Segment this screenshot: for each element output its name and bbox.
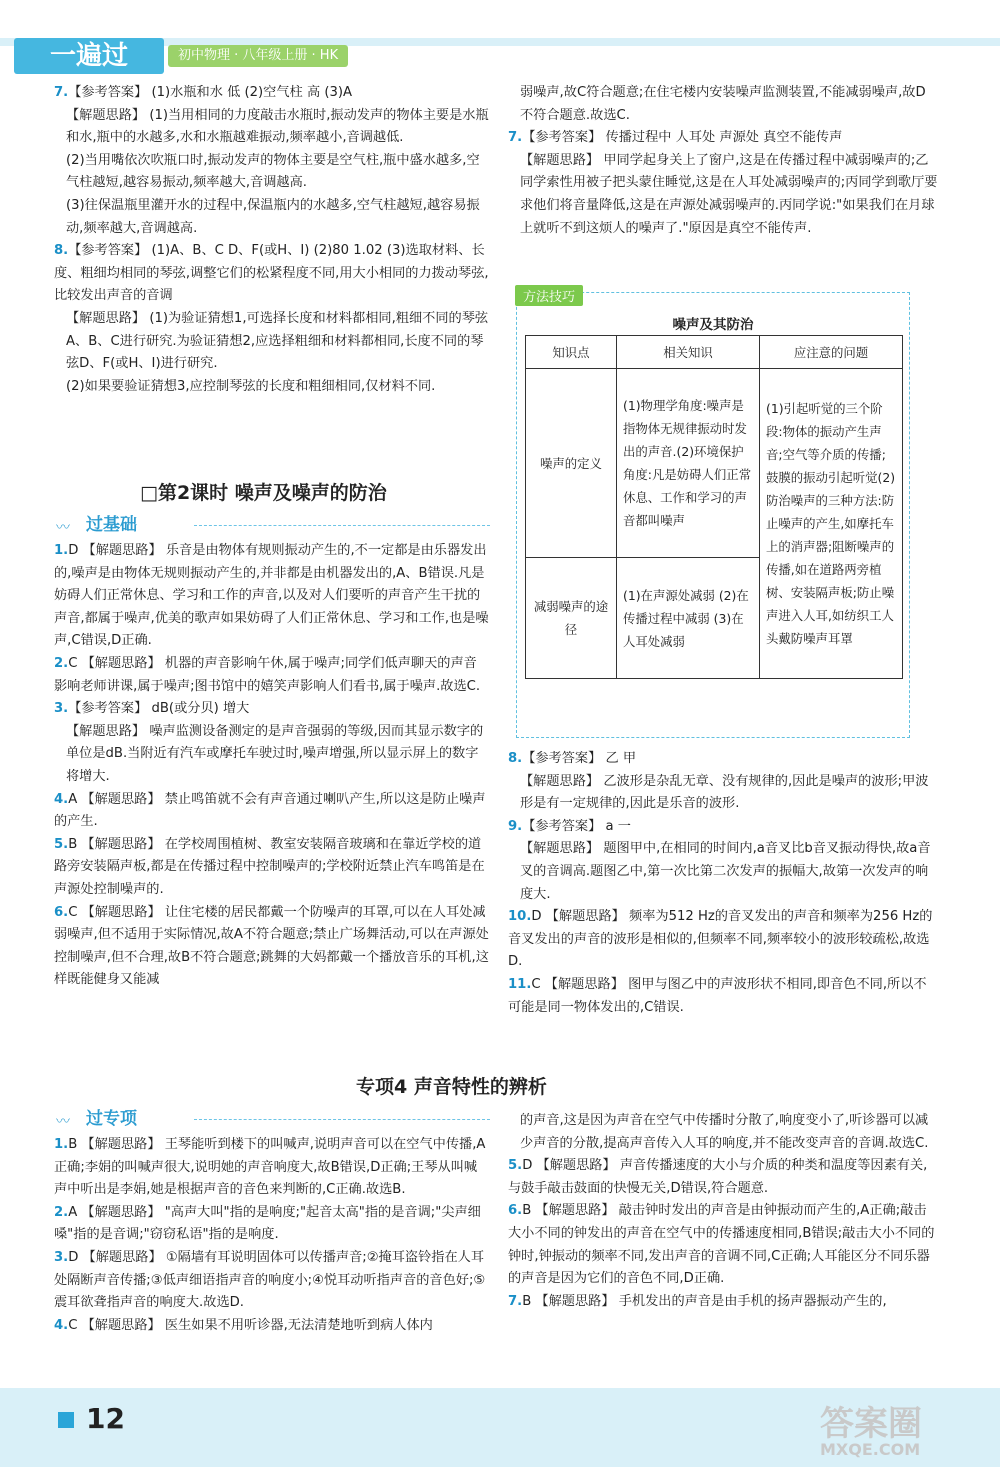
answer-paragraph	[54, 1315, 490, 1338]
answer-text: 弱噪声,故C符合题意;在住宅楼内安装噪声监测装置,不能减弱噪声,故D不符合题意.故选C.	[520, 85, 926, 123]
table-cell: (1)引起听觉的三个阶段:物体的振动产生声音;空气等介质的传播;鼓膜的振动引起听觉(2)防治噪声的三种方法:防止噪声的产生,如摩托车上的消声器;阻断噪声的传播,如在道路两旁植树、安装隔声板;防止噪声进入人耳,如纺织工人头戴防噪声耳罩	[760, 369, 903, 679]
topic-band-label: 过专项	[86, 1109, 137, 1129]
table-header: 应注意的问题	[760, 336, 903, 369]
question-number: 4.	[54, 1317, 69, 1333]
answer-text: 【参考答案】 传播过程中 人耳处 声源处 真空不能传声	[522, 130, 843, 146]
answer-text: C 【解题思路】 医生如果不用听诊器,无法清楚地听到病人体内	[68, 1317, 433, 1333]
answer-paragraph	[54, 376, 490, 399]
answer-paragraph	[508, 1110, 938, 1155]
question-number: 7.	[508, 1293, 523, 1309]
answer-paragraph	[54, 540, 490, 653]
watermark: 答案圈	[820, 1404, 922, 1444]
question-number: 1.	[54, 1137, 69, 1152]
page-header	[0, 0, 1000, 72]
question-number: 6.	[54, 904, 69, 920]
question-number: 5.	[54, 836, 69, 852]
question-number: 3.	[54, 701, 69, 717]
answer-paragraph	[54, 195, 490, 240]
answer-text: 【参考答案】 (1)水瓶和水 低 (2)空气柱 高 (3)A	[68, 85, 353, 100]
band-divider	[194, 1119, 490, 1120]
question-number: 1.	[54, 543, 69, 558]
topic-right-column	[508, 1110, 938, 1385]
answer-paragraph	[54, 902, 490, 992]
answer-paragraph	[54, 653, 490, 698]
answer-paragraph	[508, 1155, 938, 1200]
brand-logo: 一遍过	[14, 38, 164, 74]
answer-text: (2)当用嘴依次吹瓶口时,振动发声的物体主要是空气柱,瓶中盛水越多,空气柱越短,越容易振动,频率越大,音调越高.	[66, 152, 480, 191]
question-number: 11.	[508, 976, 532, 992]
topic-band	[56, 1108, 490, 1130]
right-lower-column	[508, 748, 938, 1038]
table-header-row	[526, 336, 903, 369]
answer-text: 【解题思路】 (1)为验证猜想1,可选择长度和材料都相同,粗细不同的琴弦A、B、C进行研究.为验证猜想2,应选择粗细和材料都相同,长度不同的琴弦D、F(或H、I)进行研究.	[66, 310, 489, 372]
answer-paragraph	[54, 789, 490, 834]
table-cell: (1)在声源处减弱 (2)在传播过程中减弱 (3)在人耳处减弱	[617, 558, 760, 679]
answer-text: 【解题思路】 乙波形是杂乱无章、没有规律的,因此是噪声的波形;甲波形是有一定规律的,因此是乐音的波形.	[520, 773, 929, 812]
answer-text: 【解题思路】 甲同学起身关上了窗户,这是在传播过程中减弱噪声的;乙同学索性用被子把头蒙住睡觉,这是在人耳处减弱噪声的;丙同学到歌厅要求他们将音量降低,这是在声源处减弱噪声的.丙同学说:"如果我们在月球上就听不到这烦人的噪声了."原因是真空不能传声.	[520, 152, 938, 236]
question-number: 7.	[54, 85, 69, 100]
answer-paragraph	[508, 906, 938, 974]
answer-text: D 【解题思路】 频率为512 Hz的音叉发出的声音和频率为256 Hz的音叉发出的声音的波形是相似的,但频率不同,频率较小的波形较疏松,故选D.	[508, 909, 933, 970]
lesson2-title-text: 第2课时 噪声及噪声的防治	[157, 482, 387, 504]
question-number: 8.	[54, 243, 69, 259]
answer-text: D 【解题思路】 ①隔墙有耳说明固体可以传播声音;②掩耳盗铃指在人耳处隔断声音传播;③低声细语指声音的响度小;④悦耳动听指声音的音色好;⑤震耳欲聋指声音的响度大.故选D.	[54, 1249, 486, 1311]
table-header: 知识点	[526, 336, 617, 369]
answer-text: 【参考答案】 a 一	[522, 818, 631, 834]
lesson2-title	[140, 478, 387, 505]
answer-paragraph	[508, 1291, 938, 1314]
answer-paragraph	[508, 82, 938, 127]
page-number: 12	[86, 1402, 125, 1435]
answer-paragraph	[508, 816, 938, 839]
answer-paragraph	[508, 771, 938, 816]
question-number: 8.	[508, 751, 523, 766]
band-divider	[194, 525, 490, 526]
table-row	[526, 369, 903, 558]
answer-paragraph	[54, 308, 490, 376]
question-number: 7.	[508, 130, 523, 146]
question-number: 4.	[54, 791, 69, 807]
left-upper-column	[54, 82, 490, 487]
answer-paragraph	[54, 1202, 490, 1247]
answer-text: B 【解题思路】 王琴能听到楼下的叫喊声,说明声音可以在空气中传播,A正确;李娟的叫喊声很大,说明她的声音响度大,故B错误,D正确;王琴从叫喊声中听出是李娟,她是根据声音的音色来判断的,C正确.故选B.	[54, 1137, 486, 1198]
answer-paragraph	[508, 748, 938, 771]
topic-left-column	[54, 1134, 490, 1384]
table-cell: (1)物理学角度:噪声是指物体无规律振动时发出的声音.(2)环境保护角度:凡是妨碍人们正常休息、工作和学习的声音都叫噪声	[617, 369, 760, 558]
checkbox-icon: □	[140, 482, 158, 504]
method-box	[516, 292, 910, 738]
answer-text: C 【解题思路】 图甲与图乙中的声波形状不相同,即音色不同,所以不可能是同一物体发出的,C错误.	[508, 976, 927, 1015]
answer-text: B 【解题思路】 敲击钟时发出的声音是由钟振动而产生的,A正确;敲击大小不同的钟发出的声音在空气中的传播速度相同,B错误;敲击大小不同的钟时,钟振动的频率不同,发出声音的音调不同,C正确;人耳能区分不同乐器的声音是因为它们的音色不同,D正确.	[508, 1203, 935, 1287]
page-footer	[0, 1388, 1000, 1467]
basics-column	[54, 540, 490, 1070]
basics-band	[56, 514, 490, 536]
table-cell: 噪声的定义	[526, 369, 617, 558]
answer-paragraph	[54, 150, 490, 195]
right-upper-column	[508, 82, 938, 282]
wave-icon: 〰	[56, 1114, 70, 1130]
answer-text: 的声音,这是因为声音在空气中传播时分散了,响度变小了,听诊器可以减少声音的分散,提高声音传入人耳的响度,并不能改变声音的音调.故选C.	[520, 1113, 929, 1151]
book-tag: 初中物理 · 八年级上册 · HK	[168, 45, 348, 67]
answer-paragraph	[54, 82, 490, 105]
answer-paragraph	[508, 974, 938, 1019]
answer-paragraph	[54, 105, 490, 150]
answer-paragraph	[54, 834, 490, 902]
question-number: 9.	[508, 818, 523, 834]
answer-text: D 【解题思路】 声音传播速度的大小与介质的种类和温度等因素有关,与鼓手敲击鼓面的快慢无关,D错误,符合题意.	[508, 1158, 928, 1196]
answer-paragraph	[508, 150, 938, 240]
answer-paragraph	[508, 1200, 938, 1290]
answer-paragraph	[54, 1247, 490, 1315]
answer-text: 【解题思路】 噪声监测设备测定的是声音强弱的等级,因而其显示数字的单位是dB.当附近有汽车或摩托车驶过时,噪声增强,所以显示屏上的数字将增大.	[66, 723, 484, 784]
answer-text: 【参考答案】 (1)A、B、C D、F(或H、I) (2)80 1.02 (3)选取材料、长度、粗细均相同的琴弦,调整它们的松紧程度不同,用大小相同的力拨动琴弦,比较发出声音的音调	[54, 243, 489, 304]
method-table	[525, 335, 903, 679]
question-number: 10.	[508, 909, 532, 925]
answer-text: 【参考答案】 乙 甲	[522, 751, 637, 766]
answer-paragraph	[54, 240, 490, 308]
answer-paragraph	[508, 127, 938, 150]
answer-text: (3)往保温瓶里灌开水的过程中,保温瓶内的水越多,空气柱越短,越容易振动,频率越大,音调越高.	[66, 197, 480, 236]
answer-text: D 【解题思路】 乐音是由物体有规则振动产生的,不一定都是由乐器发出的,噪声是由物体无规则振动产生的,并非都是由机器发出的,A、B错误.凡是妨碍人们正常休息、学习和工作的声音,以及对人们要听的声音产生干扰的声音,都属于噪声,优美的歌声如果妨碍了人们正常休息、学习和工作,也是噪声,C错误,D正确.	[54, 543, 489, 649]
method-tag: 方法技巧	[515, 285, 583, 306]
answer-paragraph	[54, 1134, 490, 1202]
answer-paragraph	[508, 838, 938, 906]
answer-text: A 【解题思路】 禁止鸣笛就不会有声音通过喇叭产生,所以这是防止噪声的产生.	[54, 791, 486, 830]
wave-icon: 〰	[56, 520, 70, 536]
question-number: 2.	[54, 1204, 69, 1220]
method-title: 噪声及其防治	[672, 317, 754, 333]
question-number: 5.	[508, 1158, 523, 1174]
answer-text: 【解题思路】 (1)当用相同的力度敲击水瓶时,振动发声的物体主要是水瓶和水,瓶中的水越多,水和水瓶越难振动,频率越小,音调越低.	[66, 107, 489, 146]
answer-paragraph	[54, 721, 490, 789]
answer-text: A 【解题思路】 "高声大叫"指的是响度;"起音太高"指的是音调;"尖声细嗓"指的是音调;"窃窃私语"指的是响度.	[54, 1204, 481, 1243]
watermark-site: MXQE.COM	[820, 1440, 921, 1459]
topic4-title: 专项4 声音特性的辨析	[356, 1076, 547, 1098]
answer-text: C 【解题思路】 机器的声音影响午休,属于噪声;同学们低声聊天的声音影响老师讲课,属于噪声;图书馆中的嬉笑声影响人们看书,属于噪声.故选C.	[54, 655, 481, 694]
answer-text: 【参考答案】 dB(或分贝) 增大	[68, 701, 250, 717]
table-cell: 减弱噪声的途径	[526, 558, 617, 679]
answer-text: B 【解题思路】 在学校周围植树、教室安装隔音玻璃和在靠近学校的道路旁安装隔声板,都是在传播过程中控制噪声的;学校附近禁止汽车鸣笛是在声源处控制噪声的.	[54, 836, 485, 897]
question-number: 3.	[54, 1249, 69, 1265]
question-number: 6.	[508, 1203, 523, 1219]
answer-text: (2)如果要验证猜想3,应控制琴弦的长度和粗细相同,仅材料不同.	[66, 378, 436, 394]
answer-paragraph	[54, 698, 490, 721]
answer-text: C 【解题思路】 让住宅楼的居民都戴一个防噪声的耳罩,可以在人耳处减弱噪声,但不适用于实际情况,故A不符合题意;禁止广场舞活动,可以在声源处控制噪声,但不合理,故B不符合题意;跳舞的大妈都戴一个播放音乐的耳机,这样既能健身又能减	[54, 904, 489, 988]
table-header: 相关知识	[617, 336, 760, 369]
answer-text: B 【解题思路】 手机发出的声音是由手机的扬声器振动产生的,	[522, 1293, 887, 1309]
answer-text: 【解题思路】 题图甲中,在相同的时间内,a音叉比b音叉振动得快,故a音叉的音调高.题图乙中,第一次比第二次发声的振幅大,故第一次发声的响度大.	[520, 841, 931, 902]
page-marker	[58, 1412, 74, 1428]
question-number: 2.	[54, 655, 69, 671]
basics-band-label: 过基础	[86, 515, 137, 535]
